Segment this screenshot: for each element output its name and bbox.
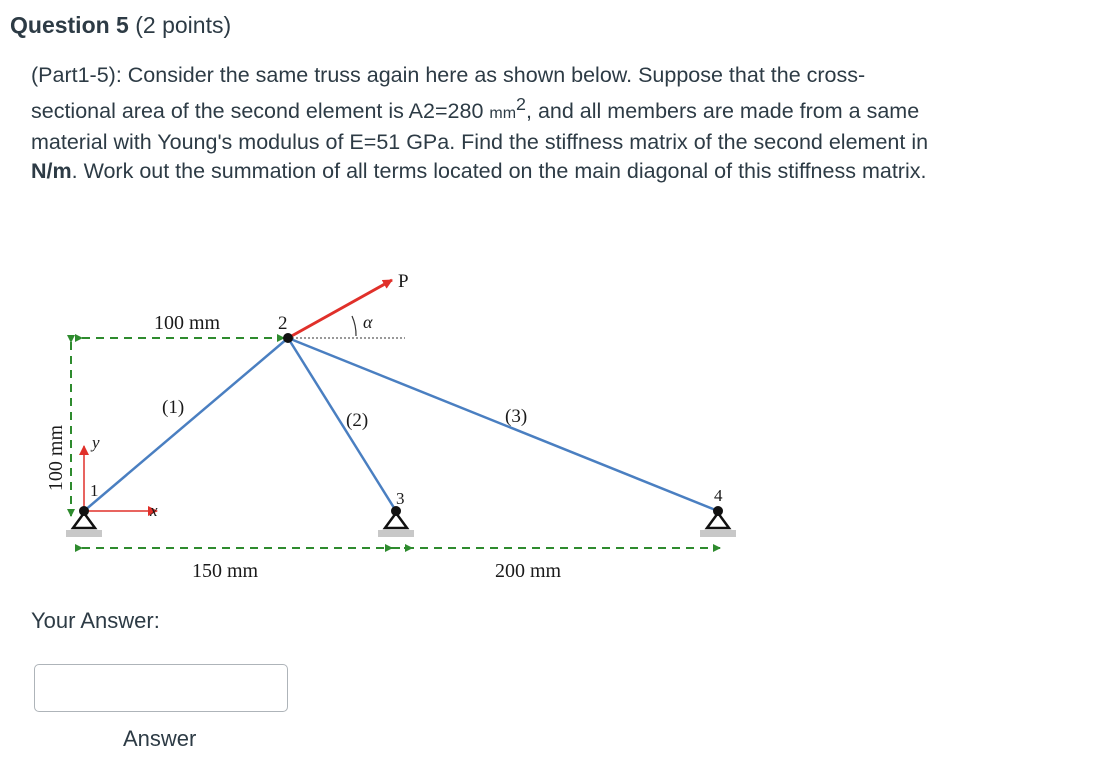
dimension-left-label: 100 mm: [45, 424, 67, 492]
answer-input[interactable]: [34, 664, 288, 712]
question-text-part-1: (Part1-5): Consider the same truss again here as shown below. Suppose that the cross-sectional area of the second element is A2=280: [31, 63, 866, 124]
node-2-label: 2: [278, 313, 288, 334]
node-3-label: 3: [396, 489, 405, 508]
force-label: P: [398, 271, 409, 292]
member-1: [84, 338, 288, 511]
node-1-label: 1: [90, 481, 99, 500]
member-2: [288, 338, 396, 511]
x-axis-label: x: [150, 501, 158, 520]
dimension-bottom-left-label: 150 mm: [192, 560, 259, 582]
y-axis-label: y: [92, 433, 100, 452]
node-4-dot: [713, 506, 723, 516]
unit-exponent: 2: [516, 94, 527, 114]
question-paragraph: [31, 61, 931, 186]
node-1-dot: [79, 506, 89, 516]
node-2-dot: [283, 333, 293, 343]
truss-diagram: [0, 250, 760, 590]
dimension-top-label: 100 mm: [154, 312, 221, 334]
truss-figure: [0, 250, 760, 590]
dimension-bottom-right-label: 200 mm: [495, 560, 562, 582]
support-node-4: [700, 513, 736, 537]
unit-mm: mm: [489, 105, 517, 123]
question-text: [31, 61, 931, 186]
question-header: [10, 12, 231, 39]
question-text-part-3: . Work out the summation of all terms located on the main diagonal of this stiffness matrix.: [71, 159, 927, 184]
element-1-label: (1): [162, 397, 185, 418]
support-node-3: [378, 513, 414, 537]
element-2-label: (2): [346, 410, 369, 431]
question-title: Question 5: [10, 12, 129, 38]
question-text-part-2: , and all members are made from a same material with Young's modulus of E=51 GPa. Find the stiffness matrix of the second element in: [31, 99, 929, 155]
your-answer-label: Your Answer:: [31, 608, 160, 633]
angle-alpha-arc: [352, 316, 356, 336]
element-3-label: (3): [505, 406, 528, 427]
node-4-label: 4: [714, 486, 723, 505]
answer-caption: Answer: [123, 726, 197, 751]
question-points: (2 points): [135, 12, 232, 38]
force-p-arrow: [288, 280, 392, 338]
angle-label: α: [363, 312, 373, 332]
unit-n-per-m: N/m: [31, 159, 72, 184]
support-node-1: [66, 513, 102, 537]
